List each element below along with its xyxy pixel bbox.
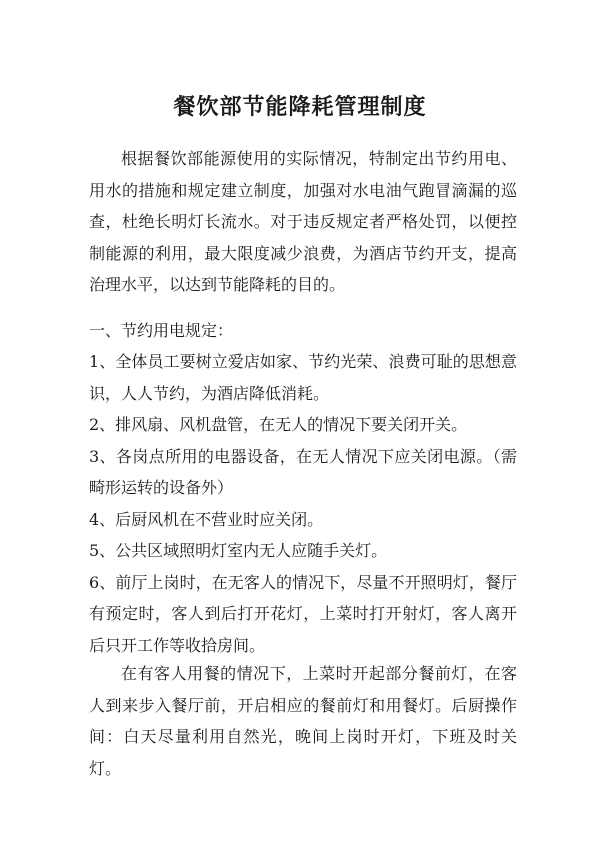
rule-item: 1、全体员工要树立爱店如家、节约光荣、浪费可耻的思想意识，人人节约，为酒店降低消耗。: [89, 352, 517, 403]
rule-item: 6、前厅上岗时，在无客人的情况下，尽量不开照明灯，餐厅有预定时，客人到后打开花灯，上菜时打开射灯，客人离开后只开工作等收拾房间。: [89, 572, 517, 655]
rule-item: 4、后厨风机在不营业时应关闭。: [89, 509, 324, 529]
rule-item: 2、排风扇、风机盘管，在无人的情况下要关闭开关。: [89, 415, 468, 434]
intro-paragraph: 根据餐饮部能源使用的实际情况，特制定出节约用电、用水的措施和规定建立制度，加强对水电油气跑冒滴漏的巡查，杜绝长明灯长流水。对于违反规定者严格处罚，以便控制能源的利用，最大限度减少浪费，为酒店节约开支，提高治理水平，以达到节能降耗的目的。: [89, 149, 517, 294]
closing-paragraph: 在有客人用餐的情况下，上菜时开起部分餐前灯，在客人到来步入餐厅前，开启相应的餐前灯和用餐灯。后厨操作间：白天尽量利用自然光，晚间上岗时开灯，下班及时关灯。: [89, 664, 517, 778]
section-heading-electricity: 一、节约用电规定：: [89, 321, 234, 340]
rule-item: 5、公共区域照明灯室内无人应随手关灯。: [89, 541, 388, 560]
electricity-rules-list: [89, 346, 517, 661]
document-title: 餐饮部节能降耗管理制度: [173, 94, 427, 120]
rule-item: 3、各岗点所用的电器设备，在无人情况下应关闭电源。（需畸形运转的设备外）: [89, 446, 517, 497]
